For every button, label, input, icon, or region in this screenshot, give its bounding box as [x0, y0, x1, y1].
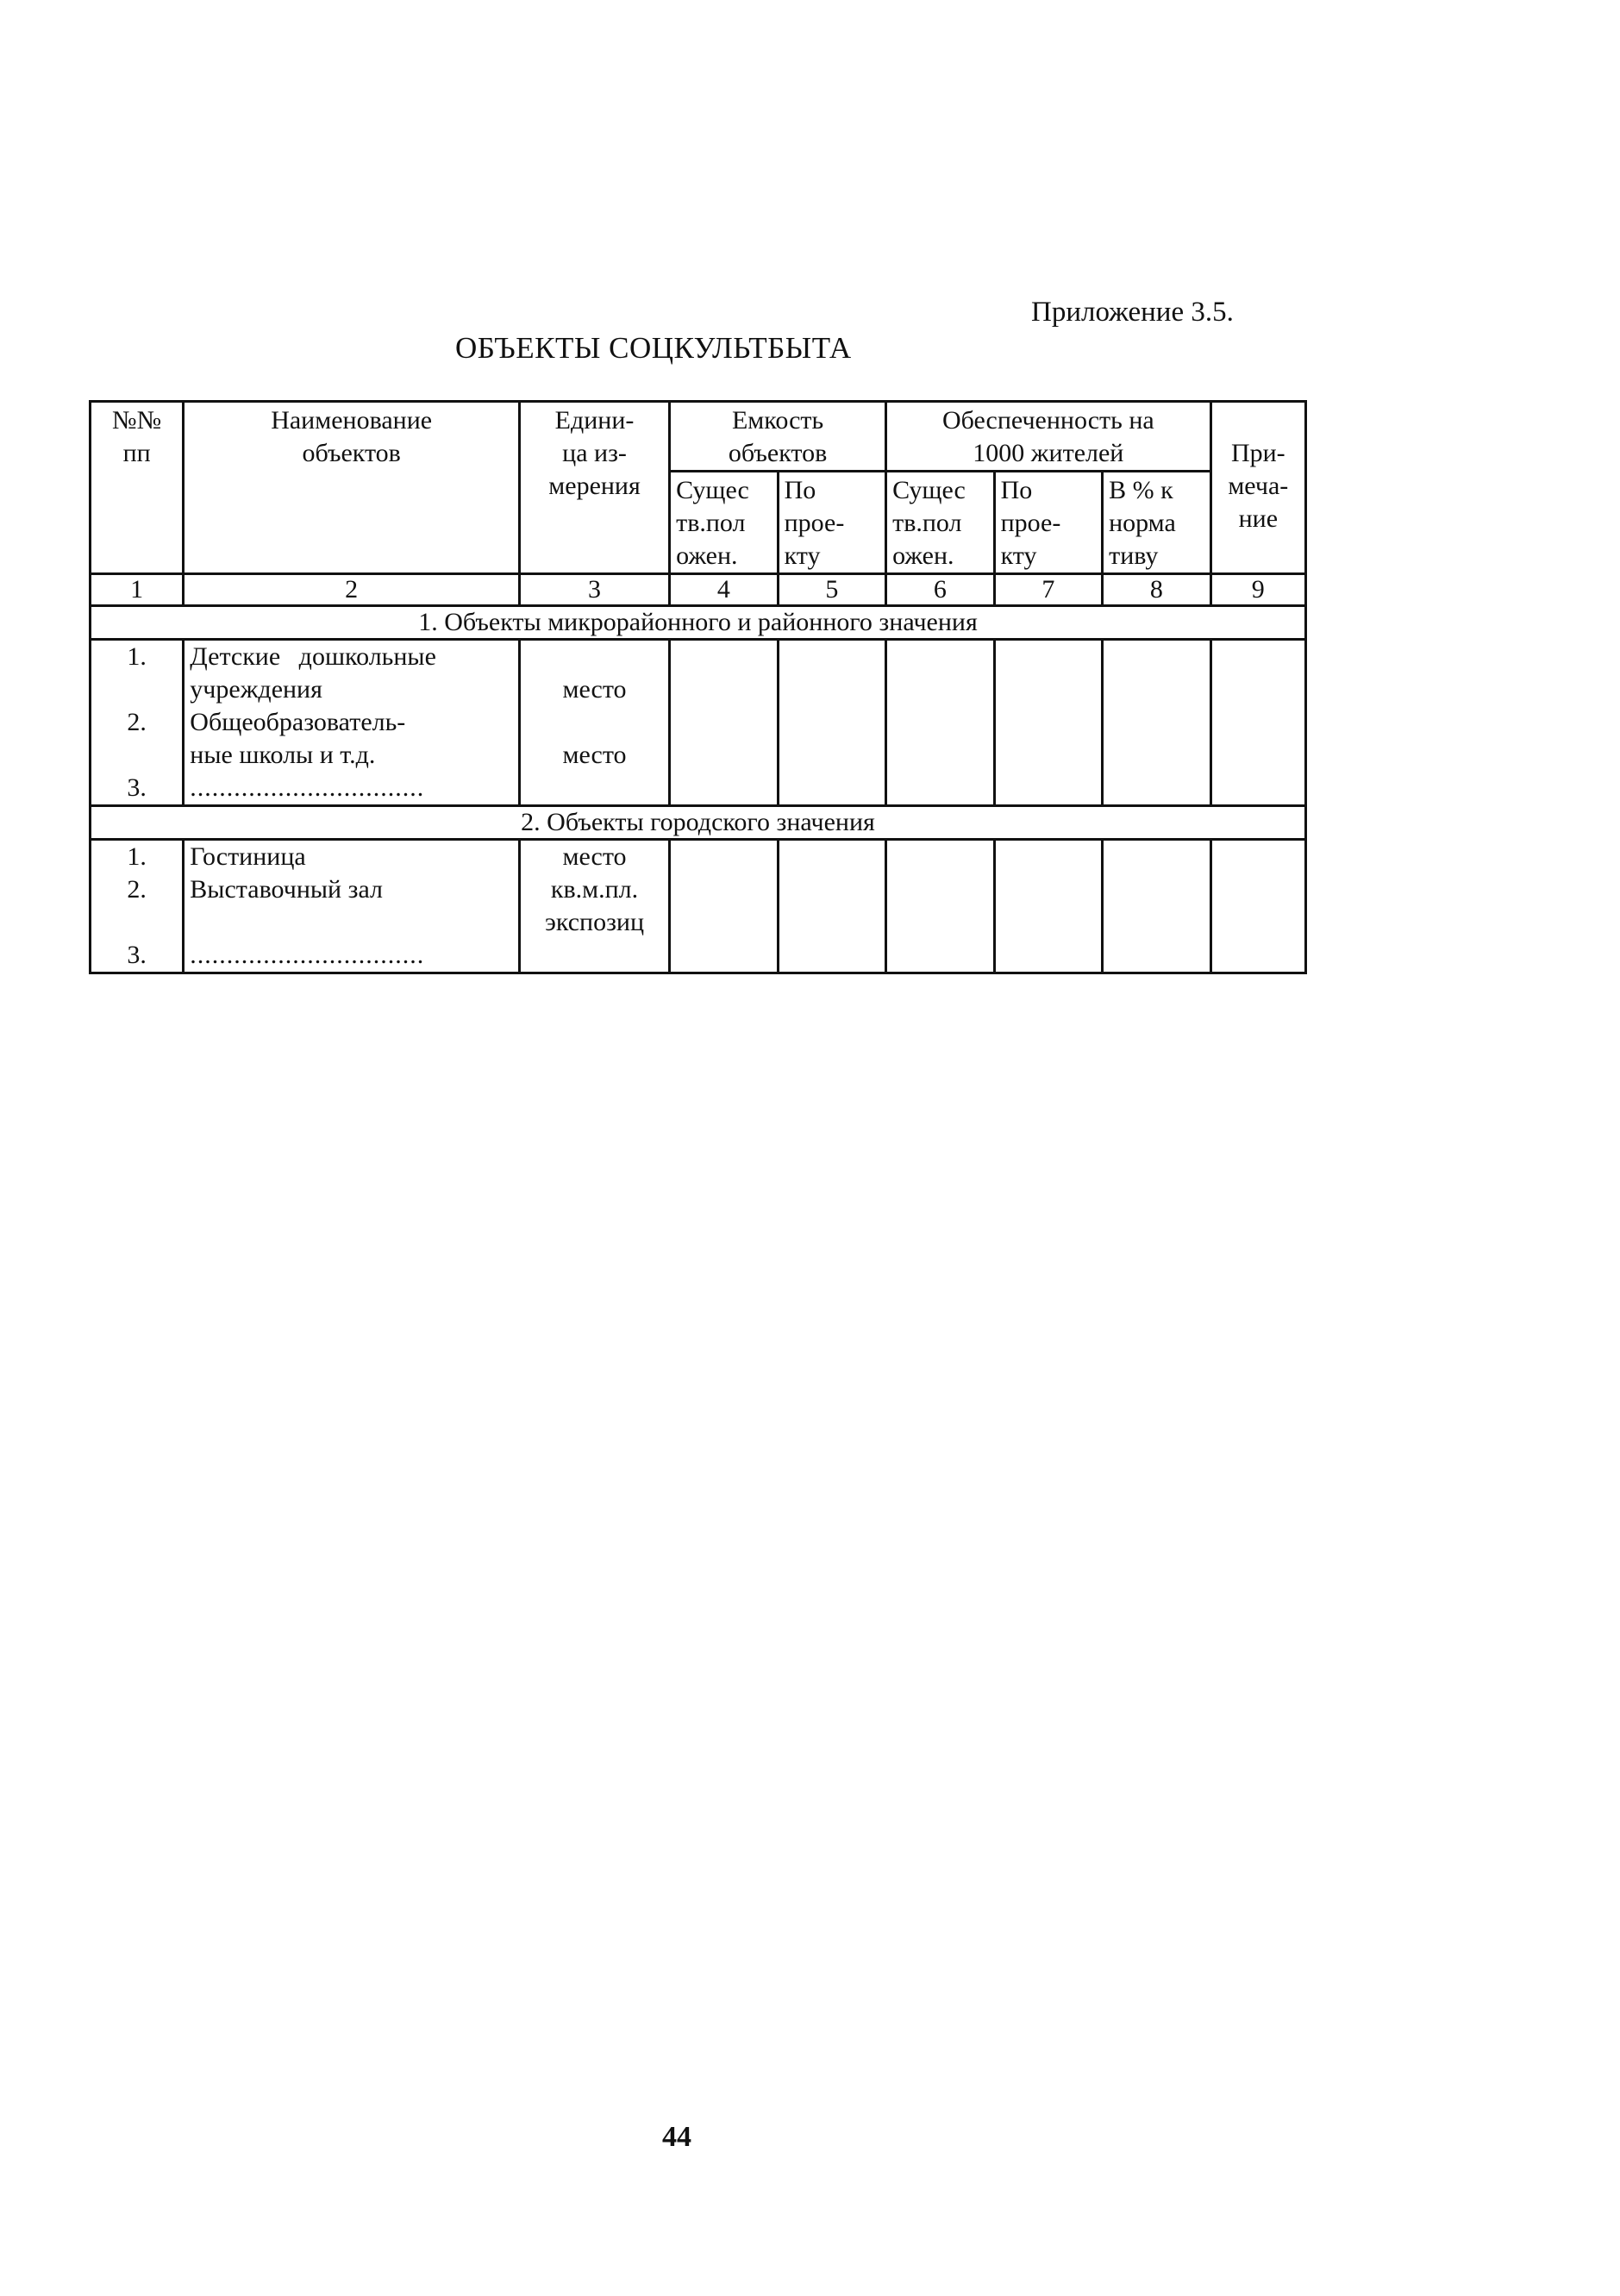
header-num [91, 402, 184, 574]
unit: экспозиц [545, 908, 645, 936]
row-number: 3. [127, 773, 147, 802]
header-line: По [1000, 476, 1033, 504]
object-name: Детские дошкольные [190, 642, 436, 671]
section-body-row [91, 640, 1306, 806]
header-line: прое- [784, 509, 845, 537]
section-title-row [91, 606, 1306, 640]
row-number [97, 739, 177, 772]
header-unit-line: ца из- [562, 439, 627, 467]
header-capacity-line: объектов [728, 439, 828, 467]
object-name: Выставочный зал [190, 875, 384, 904]
object-names [184, 840, 520, 973]
unit: место [562, 741, 627, 769]
header-line: Сущес [676, 476, 749, 504]
header-unit-line: мерения [548, 472, 641, 500]
object-name: ные школы и т.д. [190, 741, 376, 769]
unit [526, 706, 663, 739]
header-note-line: ние [1238, 504, 1279, 533]
header-name [184, 402, 520, 574]
header-note-line: При- [1230, 439, 1285, 467]
header-line: прое- [1000, 509, 1061, 537]
units [519, 840, 669, 973]
header-line: ожен. [892, 541, 954, 570]
header-note-line: меча- [1228, 472, 1289, 500]
header-name-line: объектов [302, 439, 401, 467]
unit: место [562, 675, 627, 704]
row-numbers [91, 840, 184, 973]
column-number: 4 [670, 574, 779, 606]
header-provision-percent [1103, 472, 1211, 574]
empty-cell [1210, 640, 1305, 806]
unit [526, 641, 663, 673]
column-number: 1 [91, 574, 184, 606]
empty-cell [886, 840, 995, 973]
column-number: 9 [1210, 574, 1305, 606]
section-title-row [91, 806, 1306, 840]
dotted-placeholder: ................................ [190, 773, 425, 802]
unit: место [562, 842, 627, 871]
social-objects-table [89, 400, 1307, 974]
header-capacity [670, 402, 886, 472]
column-number: 8 [1103, 574, 1211, 606]
header-provision-existing [886, 472, 995, 574]
header-line: тв.пол [892, 509, 962, 537]
object-name: Гостиница [190, 842, 306, 871]
empty-cell [670, 640, 779, 806]
section-title: 2. Объекты городского значения [91, 806, 1306, 840]
page-title: ОБЪЕКТЫ СОЦКУЛЬТБЫТА [455, 331, 852, 365]
header-line: тв.пол [676, 509, 746, 537]
row-number: 2. [127, 875, 147, 904]
object-name: Общеобразователь- [190, 708, 406, 736]
empty-cell [778, 840, 886, 973]
column-number-row [91, 574, 1306, 606]
column-number: 6 [886, 574, 995, 606]
empty-cell [670, 840, 779, 973]
row-number [97, 673, 177, 706]
header-provision-line: 1000 жителей [973, 439, 1124, 467]
object-name: учреждения [190, 675, 322, 704]
row-number: 2. [127, 708, 147, 736]
unit [526, 939, 663, 972]
header-name-line: Наименование [271, 406, 433, 435]
row-number: 3. [127, 941, 147, 969]
empty-cell [1210, 840, 1305, 973]
header-unit [519, 402, 669, 574]
row-number: 1. [127, 642, 147, 671]
object-names [184, 640, 520, 806]
appendix-label: Приложение 3.5. [1031, 297, 1234, 328]
header-capacity-project [778, 472, 886, 574]
unit: кв.м.пл. [550, 875, 639, 904]
section-title: 1. Объекты микрорайонного и районного значения [91, 606, 1306, 640]
units [519, 640, 669, 806]
header-line: Сущес [892, 476, 966, 504]
empty-cell [886, 640, 995, 806]
empty-cell [1103, 840, 1211, 973]
header-capacity-line: Емкость [731, 406, 824, 435]
section-body-row [91, 840, 1306, 973]
dotted-placeholder: ................................ [190, 941, 425, 969]
header-provision-line: Обеспеченность на [941, 406, 1154, 435]
header-line: норма [1109, 509, 1176, 537]
header-unit-line: Едини- [554, 406, 635, 435]
header-line: ожен. [676, 541, 738, 570]
empty-cell [994, 840, 1103, 973]
unit [526, 772, 663, 804]
object-name [190, 906, 513, 939]
empty-cell [994, 640, 1103, 806]
header-line: По [784, 476, 816, 504]
row-number [97, 906, 177, 939]
header-provision-project [994, 472, 1103, 574]
column-number: 2 [184, 574, 520, 606]
header-line: кту [1000, 541, 1037, 570]
header-num-line: №№ [112, 406, 162, 435]
header-line: тиву [1109, 541, 1159, 570]
empty-cell [1103, 640, 1211, 806]
column-number: 7 [994, 574, 1103, 606]
header-num-line: пп [122, 439, 151, 467]
row-number: 1. [127, 842, 147, 871]
row-numbers [91, 640, 184, 806]
header-note [1210, 402, 1305, 574]
column-number: 3 [519, 574, 669, 606]
header-line: В % к [1109, 476, 1173, 504]
header-line: кту [784, 541, 821, 570]
column-number: 5 [778, 574, 886, 606]
empty-cell [778, 640, 886, 806]
page-number: 44 [662, 2121, 691, 2153]
header-provision [886, 402, 1211, 472]
header-capacity-existing [670, 472, 779, 574]
header-row-1 [91, 402, 1306, 472]
